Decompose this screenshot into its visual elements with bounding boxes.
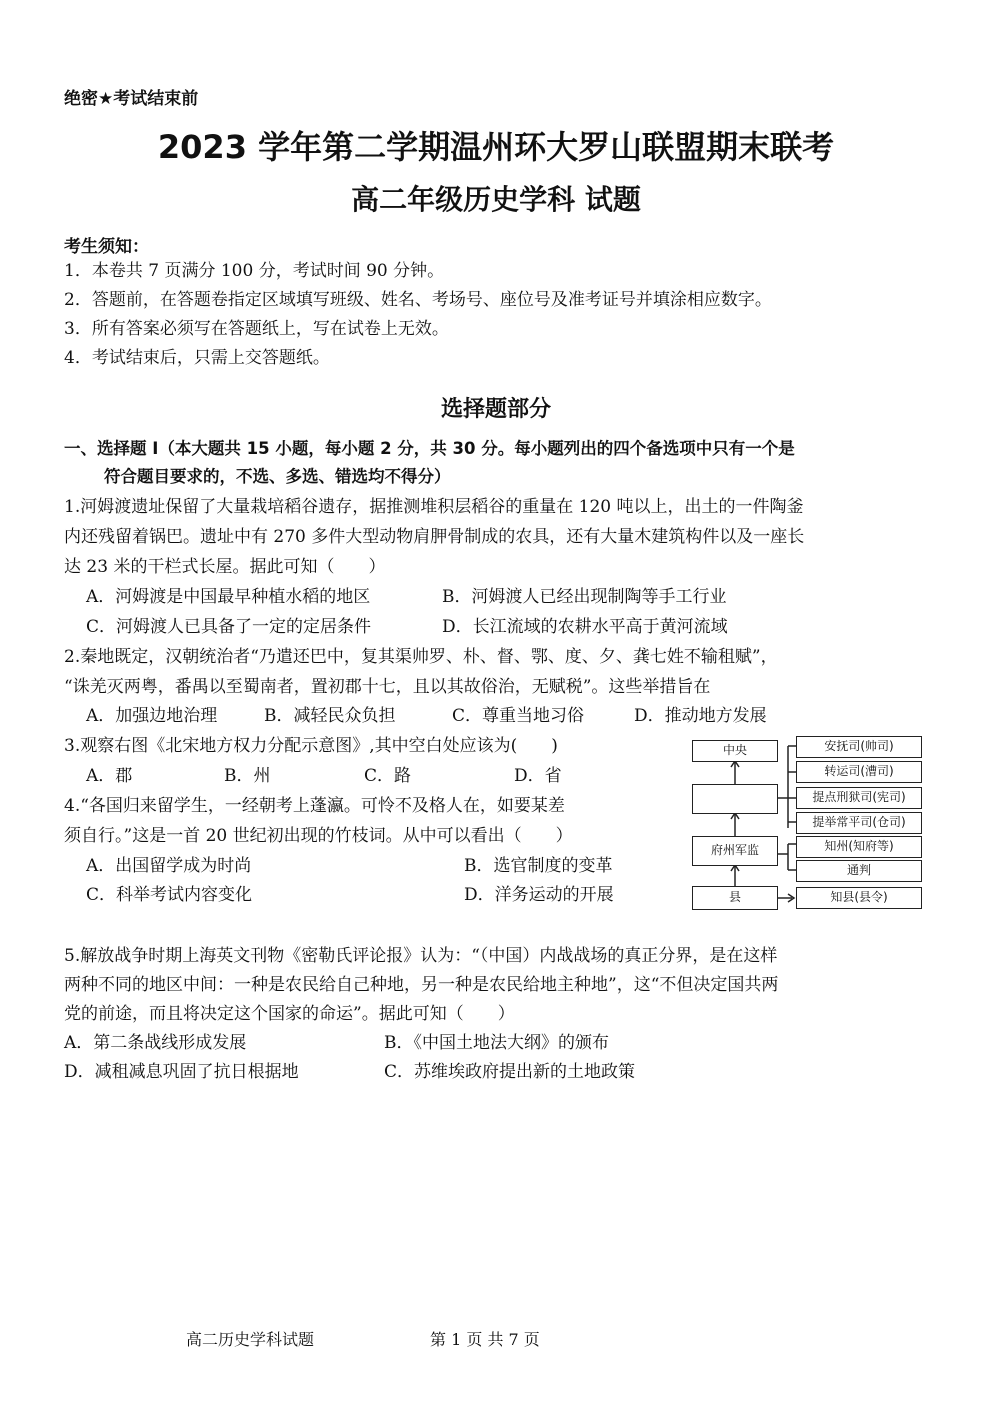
notice-item: 1．本卷共 7 页满分 100 分，考试时间 90 分钟。	[64, 261, 445, 281]
question-4-option-c: C．科举考试内容变化	[86, 885, 253, 905]
question-3-option-a: A．郡	[86, 766, 133, 786]
part-instructions-line1: 一、选择题 I（本大题共 15 小题，每小题 2 分，共 30 分。每小题列出的四个备选项中只有一个是	[64, 439, 795, 458]
part-instructions-line2: 符合题目要求的，不选、多选、错选均不得分）	[104, 467, 451, 486]
question-2-text: 2.秦地既定，汉朝统治者“乃遣还巴中，复其渠帅罗、朴、督、鄂、度、夕、龚七姓不输租赋”，	[64, 647, 778, 667]
question-3-text: 3.观察右图《北宋地方权力分配示意图》,其中空白处应该为( )	[64, 736, 558, 756]
diagram-anfusi-box: 安抚司(帅司)	[796, 736, 922, 758]
question-5-text: 5.解放战争时期上海英文刊物《密勒氏评论报》认为：“（中国）内战战场的真正分界，是在这样	[64, 946, 778, 966]
question-2-option-d: D．推动地方发展	[634, 706, 767, 726]
question-1-option-c: C．河姆渡人已具备了一定的定居条件	[86, 617, 372, 637]
question-5-option-b: B．《中国土地法大纲》的颁布	[384, 1033, 609, 1053]
exam-subtitle: 高二年级历史学科 试题	[351, 183, 641, 216]
diagram-tidianxingyusi-box: 提点刑狱司(宪司)	[796, 787, 922, 809]
section-title: 选择题部分	[440, 397, 551, 422]
diagram-prefecture-box: 府州军监	[692, 836, 778, 866]
diagram-zhixian-box: 知县(县令)	[796, 887, 922, 909]
question-2-option-a: A．加强边地治理	[86, 706, 218, 726]
question-5-option-d: D．减租减息巩固了抗日根据地	[64, 1062, 299, 1082]
question-3-option-c: C．路	[364, 766, 412, 786]
diagram-blank-box	[692, 784, 778, 814]
question-4-text: 4.“各国归来留学生，一经朝考上蓬瀛。可怜不及格人在，如要某差	[64, 796, 565, 816]
question-1-option-d: D．长江流域的农耕水平高于黄河流域	[442, 617, 728, 637]
notice-item: 3．所有答案必须写在答题纸上，写在试卷上无效。	[64, 319, 449, 339]
question-3-option-d: D．省	[514, 766, 562, 786]
question-3-option-b: B．州	[224, 766, 271, 786]
question-1-text: 内还残留着锅巴。遗址中有 270 多件大型动物肩胛骨制成的农具，还有大量木建筑构件以及一座长	[64, 527, 805, 547]
question-5-option-c: C．苏维埃政府提出新的土地政策	[384, 1062, 636, 1082]
notice-item: 2．答题前，在答题卷指定区域填写班级、姓名、考场号、座位号及准考证号并填涂相应数字。	[64, 290, 772, 310]
diagram-zhizhou-box: 知州(知府等)	[796, 836, 922, 858]
footer-page-number: 第 1 页 共 7 页	[430, 1330, 540, 1349]
diagram-county-box: 县	[692, 886, 778, 910]
question-4-option-d: D．洋务运动的开展	[464, 885, 614, 905]
question-5-option-a: A．第二条战线形成发展	[64, 1033, 247, 1053]
notice-heading: 考生须知：	[64, 237, 149, 257]
question-1-option-a: A．河姆渡是中国最早种植水稻的地区	[86, 587, 371, 607]
diagram-tongpan-box: 通判	[796, 860, 922, 882]
question-1-option-b: B．河姆渡人已经出现制陶等手工行业	[442, 587, 727, 607]
confidential-label: 绝密★考试结束前	[64, 89, 199, 109]
question-4-text: 须自行。”这是一首 20 世纪初出现的竹枝词。从中可以看出（ ）	[64, 826, 573, 846]
question-2-option-c: C．尊重当地习俗	[452, 706, 585, 726]
question-4-option-b: B．选官制度的变革	[464, 856, 613, 876]
question-4-option-a: A．出国留学成为时尚	[86, 856, 252, 876]
diagram-zhuanyunsi-box: 转运司(漕司)	[796, 761, 922, 783]
diagram-tijuchangpingsi-box: 提举常平司(仓司)	[796, 812, 922, 834]
notice-item: 4．考试结束后，只需上交答题纸。	[64, 348, 330, 368]
question-2-option-b: B．减轻民众负担	[264, 706, 396, 726]
footer-subject: 高二历史学科试题	[186, 1330, 315, 1349]
question-5-text: 党的前途，而且将决定这个国家的命运”。据此可知（ ）	[64, 1004, 515, 1024]
question-2-text: “诛羌灭两粤，番禺以至蜀南者，置初郡十七，且以其故俗治，无赋税”。这些举措旨在	[64, 677, 711, 697]
song-power-diagram	[688, 736, 928, 912]
question-5-text: 两种不同的地区中间：一种是农民给自己种地，另一种是农民给地主种地”，这“不但决定国共两	[64, 975, 779, 995]
question-1-text: 1.河姆渡遗址保留了大量栽培稻谷遗存，据推测堆积层稻谷的重量在 120 吨以上，出土的一件陶釜	[64, 497, 804, 517]
exam-title: 2023 学年第二学期温州环大罗山联盟期末联考	[157, 128, 835, 166]
diagram-center-box: 中央	[692, 740, 778, 762]
question-1-text: 达 23 米的干栏式长屋。据此可知（ ）	[64, 557, 386, 577]
